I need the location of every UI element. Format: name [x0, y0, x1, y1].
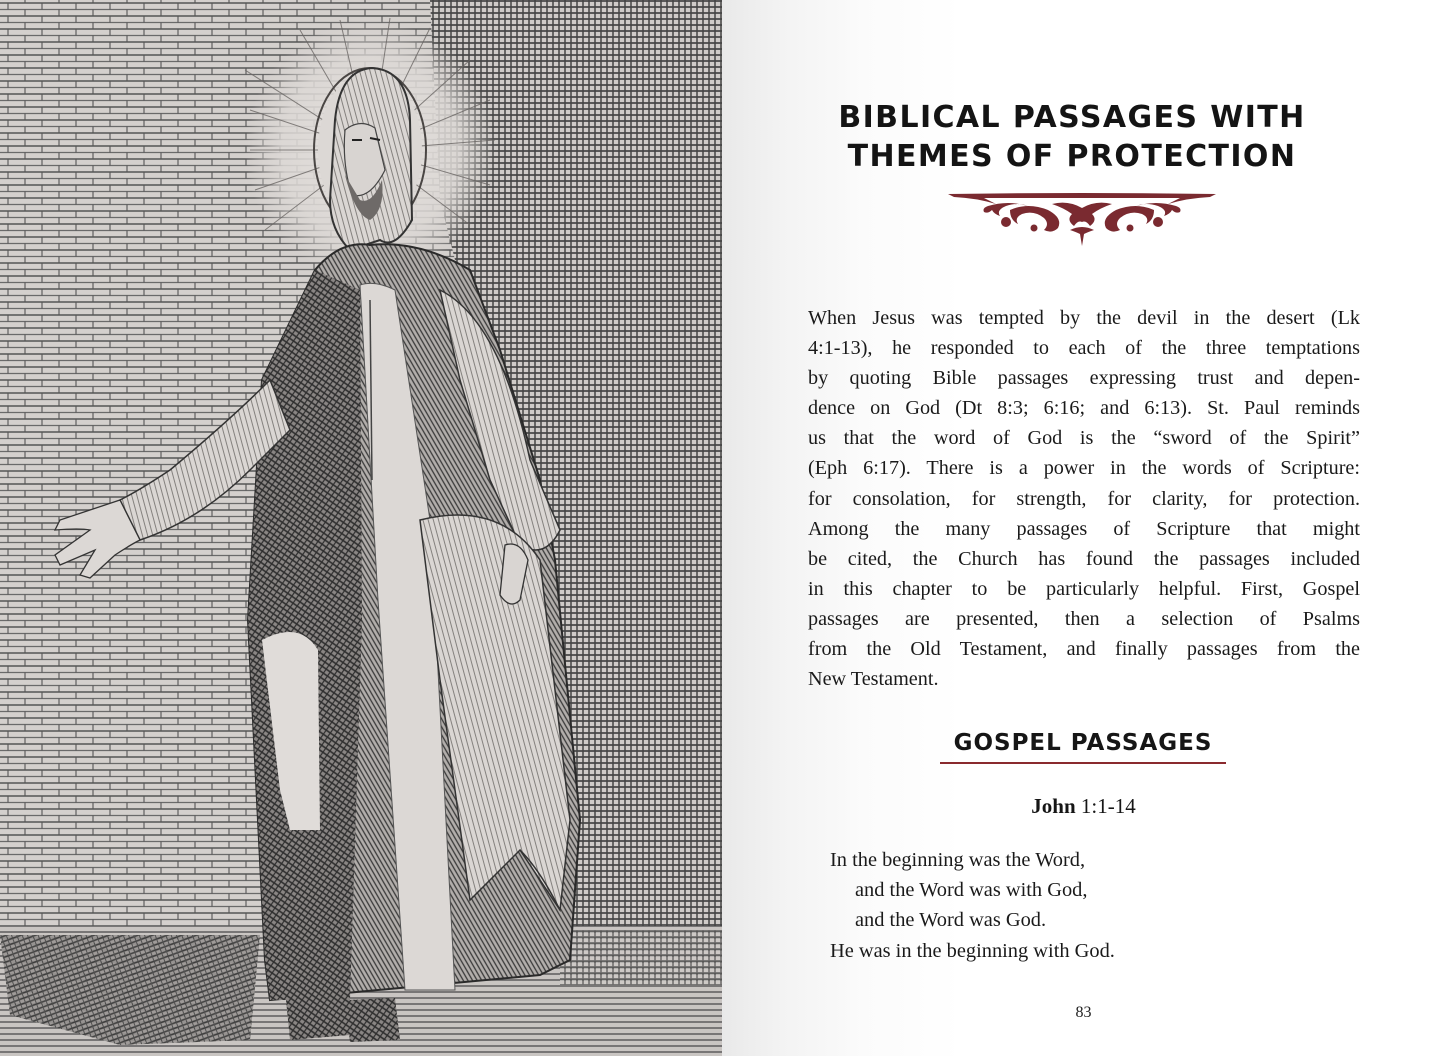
verse-line: He was in the beginning with God. [830, 939, 1115, 962]
left-page-illustration [0, 0, 722, 1056]
intro-line: for consolation, for strength, for clarity, for protection. [808, 487, 1360, 510]
intro-line: by quoting Bible passages expressing trust and depen- [808, 367, 1360, 390]
intro-line: New Testament. [808, 668, 939, 691]
intro-paragraph [808, 303, 1360, 694]
intro-line: passages are presented, then a selection of Psalms [808, 607, 1360, 630]
chapter-title [822, 98, 1322, 176]
passage-book: John [1031, 794, 1076, 818]
intro-line: Among the many passages of Scripture that might [808, 517, 1360, 540]
scroll-flourish-divider-icon [948, 190, 1216, 248]
chapter-title-line-1: BIBLICAL PASSAGES WITH [838, 100, 1306, 135]
verse-line-indented: and the Word was God. [855, 909, 1047, 932]
intro-line: be cited, the Church has found the passages included [808, 547, 1360, 570]
engraving-figure-illustration [0, 0, 722, 1056]
intro-line: 4:1-13), he responded to each of the three temptations [808, 337, 1360, 360]
passage-verse [830, 845, 1115, 966]
intro-line: dence on God (Dt 8:3; 6:16; and 6:13). St. Paul reminds [808, 397, 1360, 420]
intro-line: us that the word of God is the “sword of the Spirit” [808, 427, 1360, 450]
chapter-title-line-2: THEMES OF PROTECTION [847, 139, 1297, 174]
passage-reference [722, 794, 1445, 819]
intro-line: from the Old Testament, and finally passages from the [808, 638, 1360, 661]
right-page-text [722, 0, 1445, 1056]
intro-line: (Eph 6:17). There is a power in the words of Scripture: [808, 457, 1360, 480]
section-heading-gospel-passages: GOSPEL PASSAGES [940, 730, 1226, 764]
intro-line: When Jesus was tempted by the devil in the desert (Lk [808, 307, 1360, 329]
passage-chapter-verse: 1:1-14 [1080, 794, 1136, 818]
page-number: 83 [1075, 1004, 1092, 1021]
intro-line: in this chapter to be particularly helpful. First, Gospel [808, 577, 1360, 600]
verse-line-indented: and the Word was with God, [855, 879, 1088, 902]
verse-line: In the beginning was the Word, [830, 849, 1086, 871]
